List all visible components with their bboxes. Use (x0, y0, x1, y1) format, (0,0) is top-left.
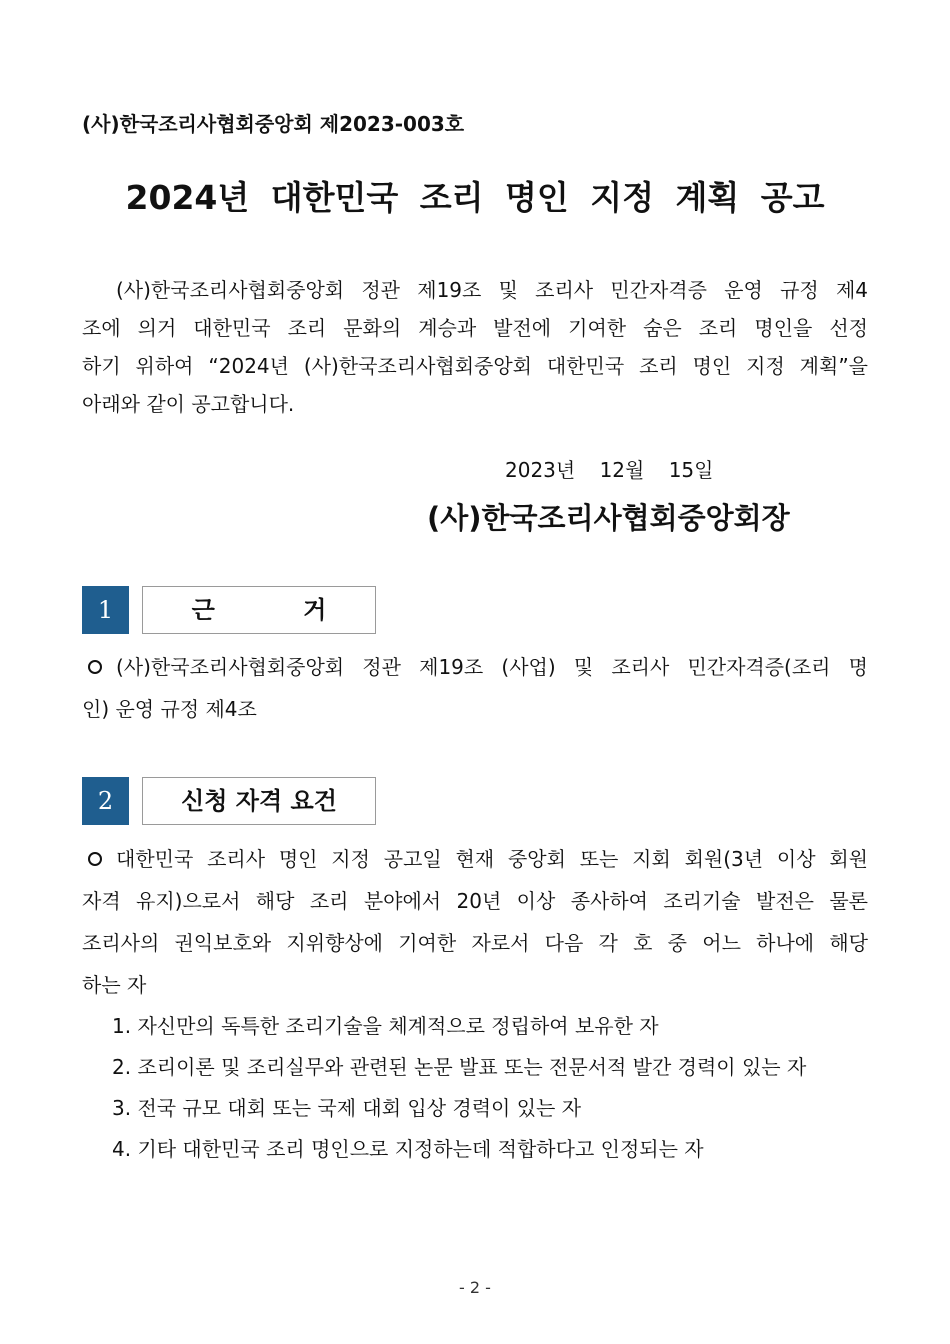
intro-line: 조에 의거 대한민국 조리 문화의 계승과 발전에 기여한 숨은 조리 명인을 선정 (82, 316, 868, 340)
intro-line: 하기 위하여 “2024년 (사)한국조리사협회중앙회 대한민국 조리 명인 지정 계획”을 (82, 354, 868, 378)
circle-bullet-icon (88, 852, 102, 866)
bullet-line: 자격 유지)으로서 해당 조리 분야에서 20년 이상 종사하여 조리기술 발전은 물론 (82, 889, 868, 913)
list-item: 3. 전국 규모 대회 또는 국제 대회 입상 경력이 있는 자 (112, 1096, 582, 1120)
section1-body (82, 646, 868, 730)
page-title: 2024년 대한민국 조리 명인 지정 계획 공고 (125, 178, 825, 217)
bullet-line: 대한민국 조리사 명인 지정 공고일 현재 중앙회 또는 지회 회원(3년 이상 회원 (82, 838, 868, 880)
document-number: (사)한국조리사협회중앙회 제2023-003호 (82, 112, 465, 136)
section-title: 신청 자격 요건 (142, 777, 376, 825)
bullet-line: 하는 자 (82, 973, 147, 997)
list-item: 4. 기타 대한민국 조리 명인으로 지정하는데 적합하다고 인정되는 자 (112, 1137, 704, 1161)
list-item: 2. 조리이론 및 조리실무와 관련된 논문 발표 또는 전문서적 발간 경력이 있는 자 (112, 1055, 807, 1079)
section-title: 근 거 (142, 586, 376, 634)
requirements-list (112, 1006, 806, 1170)
intro-line: (사)한국조리사협회중앙회 정관 제19조 및 조리사 민간자격증 운영 규정 제4 (116, 278, 868, 302)
issuer-name: (사)한국조리사협회중앙회장 (427, 501, 790, 535)
circle-bullet-icon (88, 660, 102, 674)
announcement-date: 2023년 12월 15일 (505, 458, 714, 482)
section-number-badge: 2 (82, 777, 129, 825)
list-item: 1. 자신만의 독특한 조리기술을 체계적으로 정립하여 보유한 자 (112, 1014, 659, 1038)
bullet-line: 인) 운영 규정 제4조 (82, 697, 257, 721)
section-number-badge: 1 (82, 586, 129, 634)
bullet-line: 조리사의 권익보호와 지위향상에 기여한 자로서 다음 각 호 중 어느 하나에 해당 (82, 931, 868, 955)
intro-paragraph (82, 271, 868, 423)
intro-line: 아래와 같이 공고합니다. (82, 392, 295, 416)
page-number: - 2 - (459, 1278, 491, 1297)
section2-body (82, 838, 868, 1006)
bullet-line: (사)한국조리사협회중앙회 정관 제19조 (사업) 및 조리사 민간자격증(조리 명 (82, 646, 868, 688)
